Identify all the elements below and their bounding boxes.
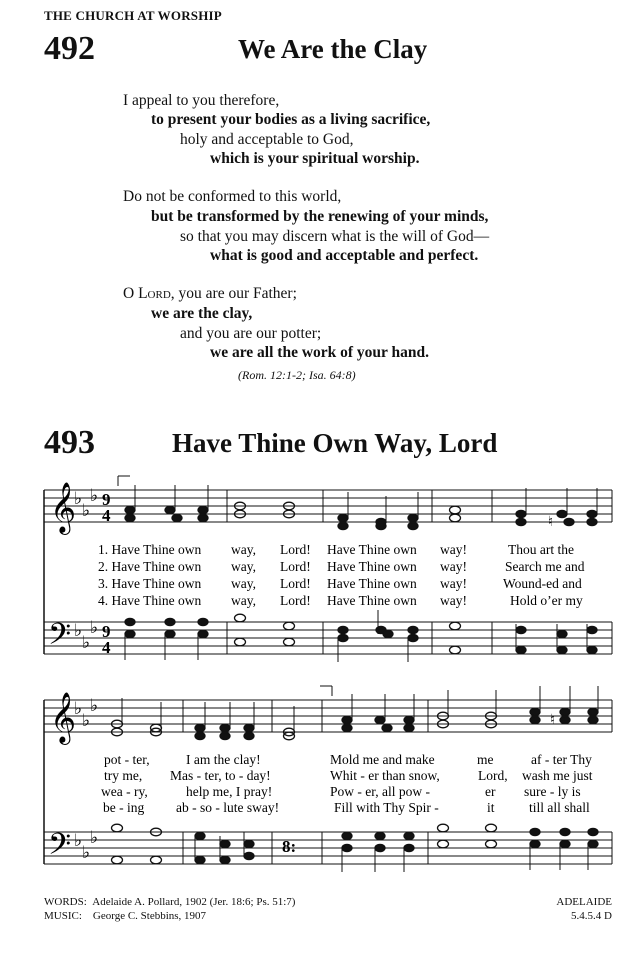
svg-text:4: 4 [102,506,111,525]
svg-text:ab - so - lute sway!: ab - so - lute sway! [176,800,280,815]
svg-text:er: er [485,784,496,799]
reading-response-line: to present your bodies as a living sacrifice, [151,111,431,128]
svg-text:♮: ♮ [550,713,556,728]
reading-line: so that you may discern what is the will of God— [180,228,490,245]
verse-2-line [98,559,585,574]
svg-text:Wound-ed and: Wound-ed and [503,576,582,591]
svg-text:way!: way! [440,576,467,591]
svg-text:way!: way! [440,542,467,557]
svg-text:way!: way! [440,559,467,574]
svg-text:Lord!: Lord! [280,593,311,608]
svg-text:♭: ♭ [90,618,99,637]
reading-response-line: but be transformed by the renewing of your minds, [151,208,489,225]
svg-text:1. Have Thine own: 1. Have Thine own [98,542,202,557]
lyrics-system-1 [98,542,585,608]
music-system-2 [0,680,640,880]
svg-text:4: 4 [102,638,111,657]
svg-text:♭: ♭ [82,843,91,862]
reading-citation: (Rom. 12:1-2; Isa. 64:8) [238,368,356,382]
svg-text:help me, I pray!: help me, I pray! [186,784,273,799]
svg-text:9: 9 [102,490,111,509]
reading-line: I appeal to you therefore, [123,92,280,109]
key-signature-flats [74,696,98,862]
reading-line: and you are our potter; [180,325,322,342]
tune-name: ADELAIDE [556,896,612,908]
svg-text:4. Have Thine own: 4. Have Thine own [98,593,202,608]
svg-text:Pow - er, all pow -: Pow - er, all pow - [330,784,430,799]
hymn-title: Have Thine Own Way, Lord [172,428,498,458]
svg-text:Search me and: Search me and [505,559,585,574]
reading-line: O Lord, you are our Father; [123,285,297,302]
svg-text:2. Have Thine own: 2. Have Thine own [98,559,202,574]
svg-text:me: me [477,752,494,767]
reading-response-line: what is good and acceptable and perfect. [210,247,479,264]
svg-text:Fill with Thy Spir -: Fill with Thy Spir - [334,800,439,815]
reading-line: holy and acceptable to God, [180,131,354,148]
verse-2-line [104,768,593,783]
music-system-1 [0,470,640,665]
verse-1-line [104,752,592,767]
bass-clef-icon: 𝄢 [48,618,72,658]
reading-line: Do not be conformed to this world, [123,188,342,205]
svg-text:Lord,: Lord, [478,768,508,783]
meter: 5.4.5.4 D [571,910,612,922]
svg-text:Have Thine own: Have Thine own [327,559,417,574]
svg-text:be - ing: be - ing [103,800,145,815]
svg-text:Have Thine own: Have Thine own [327,593,417,608]
svg-text:♮: ♮ [548,515,554,530]
svg-text:way!: way! [440,593,467,608]
reading-response-line: which is your spiritual worship. [210,150,420,167]
svg-text:pot - ter,: pot - ter, [104,752,150,767]
svg-text:wea - ry,: wea - ry, [101,784,148,799]
treble-clef-icon: 𝄞 [50,483,77,532]
measure-repeat-dots [282,837,296,856]
svg-text:way,: way, [231,559,256,574]
svg-text:I am the clay!: I am the clay! [186,752,261,767]
svg-text:♭: ♭ [74,489,83,508]
svg-text:♭: ♭ [74,699,83,718]
treble-clef-icon: 𝄞 [50,693,77,742]
svg-text:Have Thine own: Have Thine own [327,576,417,591]
words-credit: WORDS: Adelaide A. Pollard, 1902 (Jer. 18:6; Ps. 51:7) [44,896,296,908]
svg-text:till all shall: till all shall [529,800,590,815]
reading-number: 492 [44,30,95,67]
svg-text:wash me just: wash me just [522,768,593,783]
svg-text:♭: ♭ [90,696,99,715]
lyrics-system-2 [101,752,593,815]
music-credit: MUSIC: George C. Stebbins, 1907 [44,910,207,922]
reading-response-line: we are the clay, [151,305,253,322]
svg-text:sure - ly is: sure - ly is [524,784,581,799]
svg-text:Lord!: Lord! [280,559,311,574]
verse-3-line [98,576,582,591]
bass-clef-icon: 𝄢 [48,828,72,868]
svg-text:♭: ♭ [74,621,83,640]
svg-text:♭: ♭ [90,828,99,847]
svg-text:Mas - ter, to - day!: Mas - ter, to - day! [170,768,271,783]
hymn-number: 493 [44,424,95,461]
verse-4-line [98,593,583,608]
svg-text:9: 9 [102,622,111,641]
svg-text:Have Thine own: Have Thine own [327,542,417,557]
divine-name: Lord [138,285,171,302]
svg-text:it: it [487,800,495,815]
svg-text:try me,: try me, [104,768,143,783]
accidental-natural-icon [550,713,555,728]
running-head: THE CHURCH AT WORSHIP [44,8,222,23]
svg-text:Lord!: Lord! [280,576,311,591]
accidental-natural-icon [548,515,553,530]
verse-3-line [101,784,581,799]
verse-4-line [103,800,590,815]
key-signature-flats [74,486,98,652]
svg-text:♭: ♭ [82,633,91,652]
verse-1-line [98,542,574,557]
svg-text:Hold o’er my: Hold o’er my [510,593,583,608]
svg-text:♭: ♭ [82,501,91,520]
svg-text:8:: 8: [282,837,297,856]
svg-text:3. Have Thine own: 3. Have Thine own [98,576,202,591]
svg-text:way,: way, [231,593,256,608]
svg-text:Lord!: Lord! [280,542,311,557]
svg-text:way,: way, [231,576,256,591]
svg-text:Whit - er than snow,: Whit - er than snow, [330,768,440,783]
svg-text:af - ter Thy: af - ter Thy [531,752,592,767]
svg-text:♭: ♭ [90,486,99,505]
svg-text:way,: way, [231,542,256,557]
svg-text:♭: ♭ [82,711,91,730]
svg-text:Thou art the: Thou art the [508,542,574,557]
svg-text:♭: ♭ [74,831,83,850]
svg-text:Mold me and make: Mold me and make [330,752,435,767]
reading-title: We Are the Clay [238,34,428,64]
reading-response-line: we are all the work of your hand. [210,344,430,361]
